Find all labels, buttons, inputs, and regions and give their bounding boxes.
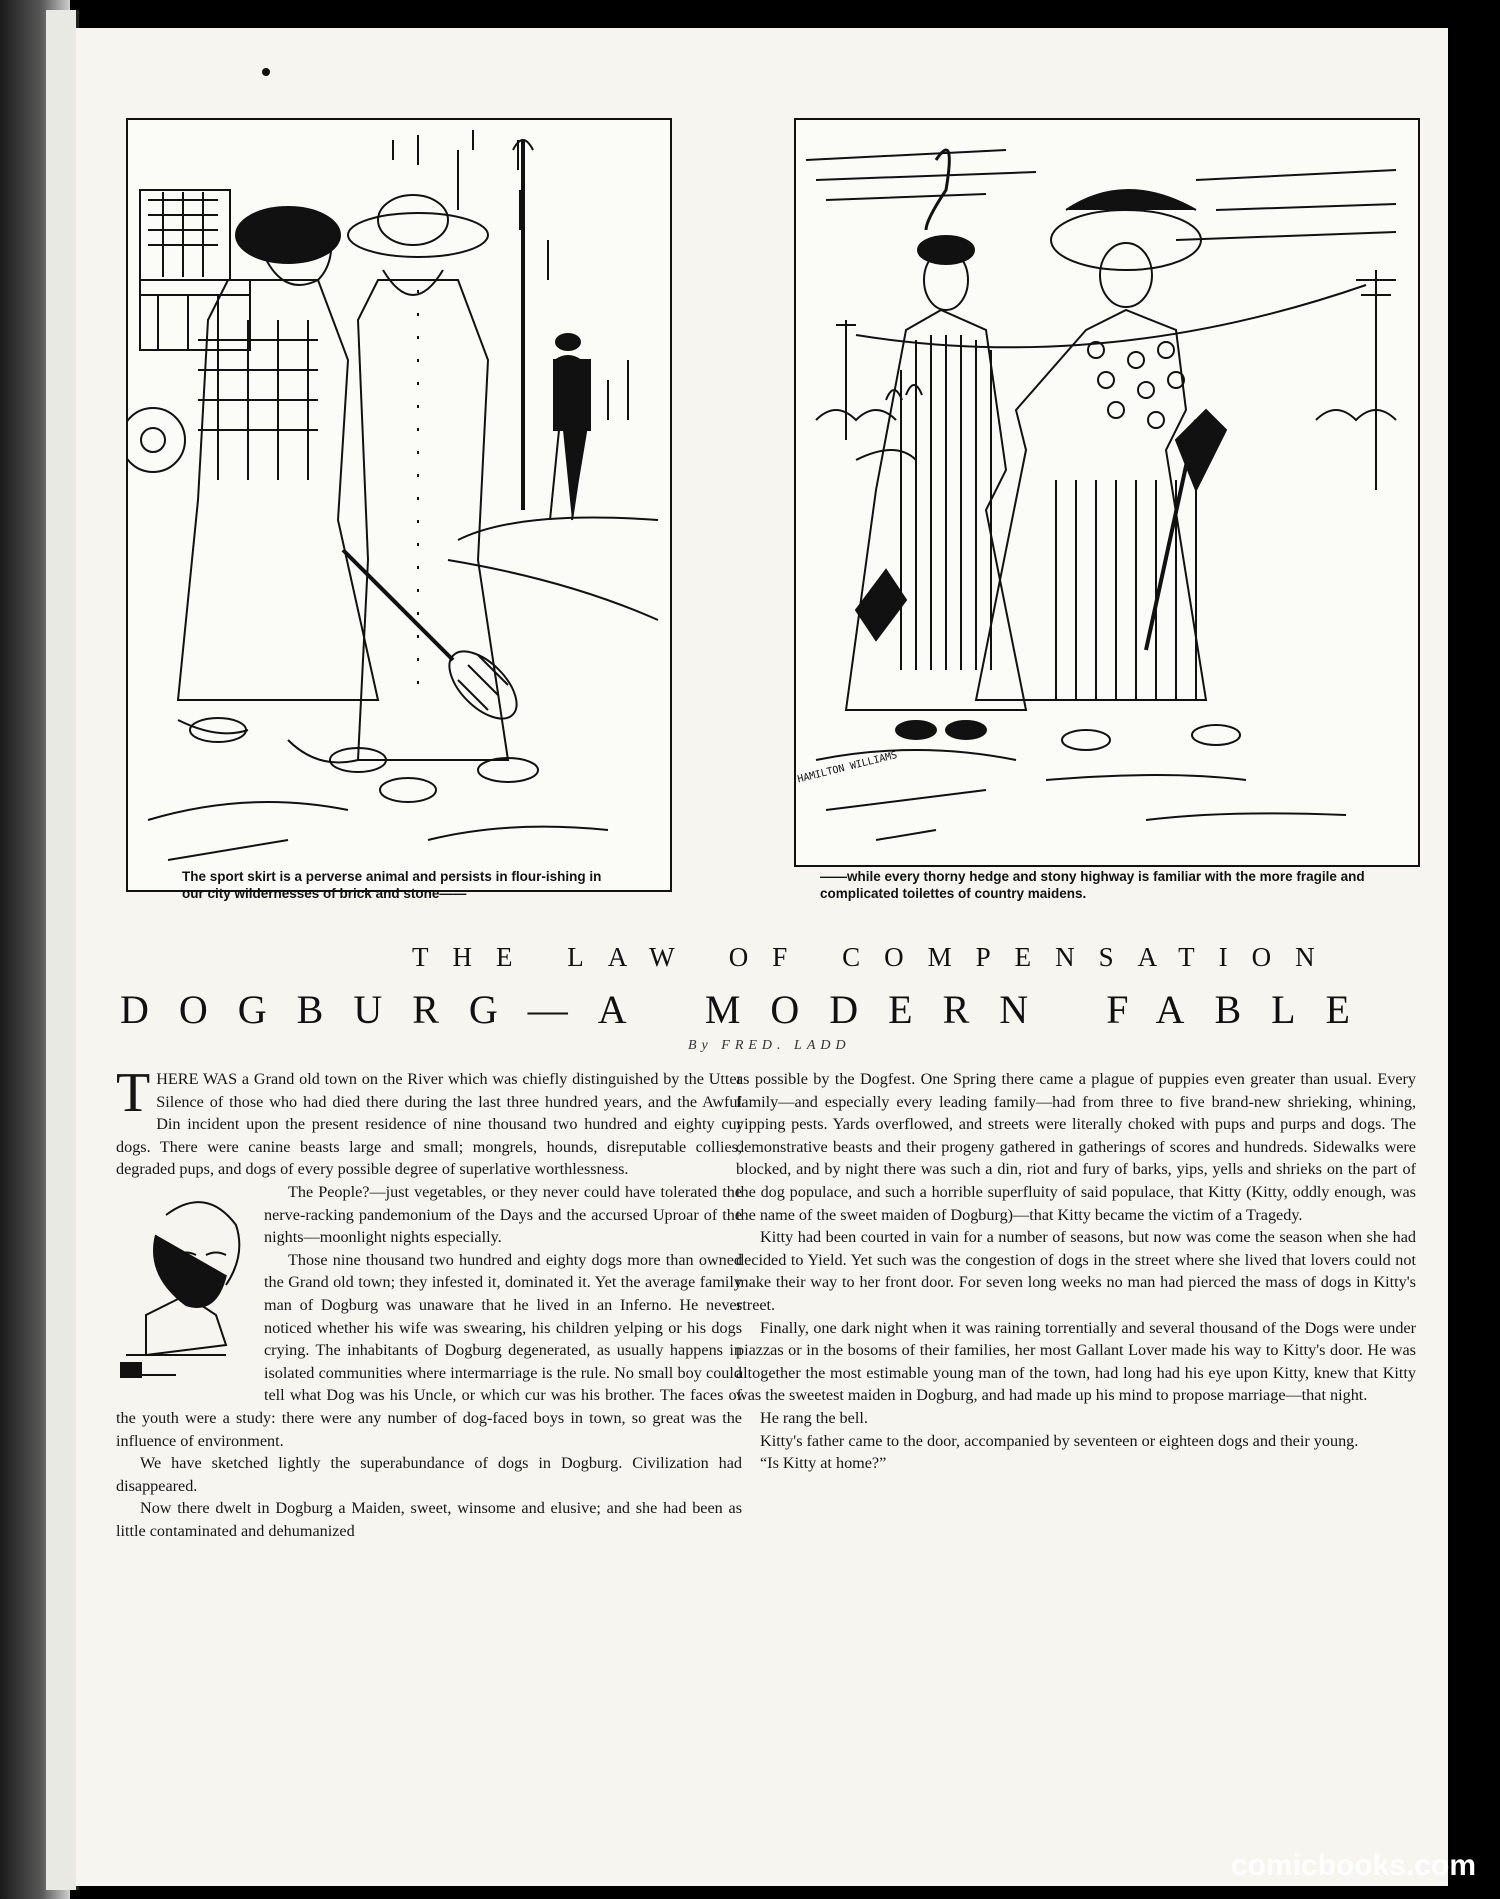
headline-word: MODERN bbox=[704, 987, 1059, 1032]
caption-left: The sport skirt is a perverse animal and persists in flour-ishing in our city wildernesses of brick and stone—— bbox=[182, 869, 602, 901]
paragraph: Those nine thousand two hundred and eighty dogs more than owned the Grand old town; they infested it, dominated it. Yet the average family man of Dogburg was unaware that he lived in an Inferno. He never noticed whether his wife was swearing, his children yelping or his dogs crying. The inhabitants of Dogburg degenerated, as usually happens in isolated communities where intermarriage is the rule. No small boy could tell what Dog was his Uncle, or which cur was his brother. The faces of the youth were a study: there were any number of dog-faced boys in town, so great was the influence of environment. bbox=[116, 1250, 742, 1450]
paragraph bbox=[116, 1181, 742, 1249]
headline-word: DOGBURG—A bbox=[120, 987, 657, 1032]
artist-signature: HAMILTON WILLIAMS bbox=[796, 749, 899, 786]
byline: By FRED. LADD bbox=[688, 1038, 851, 1053]
section-title: THE LAW OF COMPENSATION bbox=[412, 942, 1339, 972]
paragraph: He rang the bell. bbox=[760, 1408, 868, 1427]
headline-word: FABLE bbox=[1106, 987, 1380, 1032]
paragraph-text: The People?—just vegetables, or they never could have tolerated the nerve-racking pandemonium of the Days and the accursed Uproar of the nights—moonlight nights especially. bbox=[264, 1182, 742, 1247]
woman-white-dress bbox=[343, 195, 538, 802]
caption-right: ——while every thorny hedge and stony highway is familiar with the more fragile and complicated toilettes of country maidens. bbox=[820, 869, 1365, 901]
city-women-drawing bbox=[128, 120, 670, 890]
paragraph: Now there dwelt in Dogburg a Maiden, sweet, winsome and elusive; and she had been as little contaminated and dehumanized bbox=[116, 1499, 742, 1540]
ink-spot bbox=[262, 68, 270, 76]
paragraph: Finally, one dark night when it was raining torrentially and several thousand of the Dogs were under piazzas or in the bosoms of their families, her most Gallant Lover made his way to Kitty's door. He was altogether the most estimable young man of the town, had long had his eye upon Kitty, knew that Kitty was the sweetest maiden in Dogburg, and had made up his mind to propose marriage—that night. bbox=[736, 1318, 1416, 1405]
paragraph: We have sketched lightly the superabundance of dogs in Dogburg. Civilization had disappeared. bbox=[116, 1454, 742, 1495]
woman-striped-dress bbox=[846, 150, 1026, 739]
illustration-city-women bbox=[126, 118, 672, 892]
watermark-logo: comicbooks.com bbox=[1230, 1849, 1476, 1882]
paragraph: Kitty had been courted in vain for a number of seasons, but now was come the season when she had decided to Yield. Yet such was the congestion of dogs in the street where she lived that lovers could not make their way to her front door. For seven long weeks no man had pierced the mass of dogs in Kitty's street. bbox=[736, 1228, 1416, 1314]
paragraph: as possible by the Dogfest. One Spring there came a plague of puppies even greater than usual. Every family—and especially every leading family—had from three to five brand-new shrieking, whining, yipping pests. Yards overflowed, and streets were literally choked with pups and purps and dogs. The demonstrative beasts and their progeny gathered in gatherings of scores and hundreds. Sidewalks were blocked, and by night there was such a din, riot and fury of barks, yips, yells and shrieks on the part of the dog populace, and such a horrible superfluity of said populace, that Kitty (Kitty, oddly enough, was the name of the sweet maiden of Dogburg)—that Kitty became the victim of a Tragedy. bbox=[736, 1070, 1416, 1224]
policeman-figure bbox=[550, 334, 590, 520]
paragraph bbox=[116, 1062, 742, 1181]
paragraph: Kitty's father came to the door, accompanied by seventeen or eighteen dogs and their young. bbox=[760, 1431, 1359, 1450]
illustration-country-women bbox=[794, 118, 1420, 867]
headline bbox=[120, 986, 1380, 1033]
woman-plaid-jacket bbox=[178, 207, 386, 772]
paragraph: “Is Kitty at home?” bbox=[760, 1454, 887, 1473]
paragraph-text: HERE WAS a Grand old town on the River which was chiefly distinguished by the Utter Silence of those who had died there during the last three hundred years, and the Awful Din incident upon the present residence of nine thousand two hundred and eighty cur dogs. There were canine beasts large and small; mongrels, hounds, disreputable collies, degraded pups, and dogs of every possible degree of superlative worthlessness. bbox=[116, 1070, 742, 1179]
article-column-left bbox=[116, 1062, 742, 1542]
magazine-page bbox=[76, 28, 1448, 1886]
woman-polka-dot-dress bbox=[976, 190, 1240, 750]
page-edge bbox=[46, 10, 79, 1890]
article-column-right bbox=[736, 1068, 1416, 1475]
drop-cap: T bbox=[116, 1062, 151, 1124]
author-caricature-sketch bbox=[116, 1185, 254, 1385]
